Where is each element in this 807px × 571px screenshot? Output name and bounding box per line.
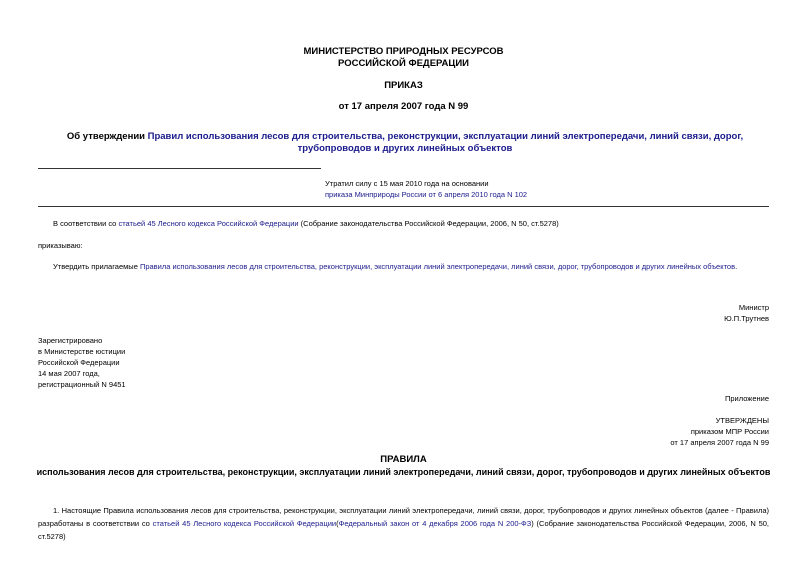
approve-suffix: .: [735, 262, 738, 271]
paragraph-1-text-a: 1. Настоящие Правила использования лесов для строительства, реконструкции, эксплуатации линий электропередачи, линий связи, дорог, трубопроводов и других линейных объектов (далее - Правила) разработаны в соответствии со: [38, 506, 769, 528]
registration-line-1: Зарегистрировано: [38, 336, 103, 345]
subject-prefix: Об утверждении: [66, 131, 148, 142]
appendix-by-order: приказом МПР России: [690, 427, 769, 436]
paragraph-1: [38, 504, 769, 543]
appendix-label: Приложение: [725, 394, 769, 403]
approve-paragraph: [53, 261, 783, 272]
paragraph-1-text-b: (: [336, 519, 339, 528]
preamble-suffix: (Собрание законодательства Российской Федерации, 2006, N 50, ст.5278): [298, 219, 559, 228]
registration-line-2: в Министерстве юстиции: [38, 347, 126, 356]
status-note: [325, 178, 625, 200]
short-divider: [38, 168, 321, 169]
signature-position: Министр: [738, 303, 769, 312]
registration-line-4: 14 мая 2007 года,: [38, 369, 100, 378]
appendix-date: от 17 апреля 2007 года N 99: [670, 438, 769, 447]
signature-name: Ю.П.Трутнев: [724, 314, 769, 323]
registration-line-3: Российской Федерации: [38, 358, 120, 367]
long-divider: [38, 206, 769, 207]
registration-line-5: регистрационный N 9451: [38, 380, 126, 389]
ministry-title: [0, 46, 807, 70]
order-word: приказываю:: [38, 241, 83, 250]
preamble-link[interactable]: статьей 45 Лесного кодекса Российской Федерации: [118, 219, 299, 228]
rules-title: ПРАВИЛА: [380, 454, 427, 465]
status-line: Утратил силу с 15 мая 2010 года на основании: [325, 179, 489, 188]
doc-subject: [40, 131, 770, 155]
paragraph-1-text-c: ) (Собрание законодательства Российской Федерации, 2006, N 50, ст.5278): [38, 519, 769, 541]
ministry-line-2: РОССИЙСКОЙ ФЕДЕРАЦИИ: [337, 58, 469, 69]
subject-link[interactable]: Правил использования лесов для строительства, реконструкции, эксплуатации линий электропередачи, линий связи, дорог, трубопроводов и других линейных объектов: [147, 131, 744, 154]
appendix-approved: УТВЕРЖДЕНЫ: [715, 416, 769, 425]
rules-subtitle: использования лесов для строительства, реконструкции, эксплуатации линий электропередачи, линий связи, дорог, трубопроводов и других линейных объектов: [36, 467, 771, 477]
paragraph-1-link-a[interactable]: статьей 45 Лесного кодекса Российской Федерации: [152, 519, 337, 528]
preamble: [53, 218, 773, 229]
doc-type: ПРИКАЗ: [384, 80, 423, 91]
doc-date: от 17 апреля 2007 года N 99: [338, 101, 469, 112]
appendix-approval: [529, 415, 769, 448]
approve-prefix: Утвердить прилагаемые: [53, 262, 140, 271]
preamble-prefix: В соответствии со: [53, 219, 119, 228]
approve-link[interactable]: Правила использования лесов для строительства, реконструкции, эксплуатации линий электропередачи, линий связи, дорог, трубопроводов и других линейных объектов: [139, 262, 736, 271]
status-link[interactable]: приказа Минприроды России от 6 апреля 2010 года N 102: [325, 190, 528, 199]
signature: [569, 302, 769, 324]
registration-block: [38, 335, 238, 390]
ministry-line-1: МИНИСТЕРСТВО ПРИРОДНЫХ РЕСУРСОВ: [303, 46, 504, 57]
paragraph-1-link-b[interactable]: Федеральный закон от 4 декабря 2006 года N 200-ФЗ: [338, 519, 532, 528]
